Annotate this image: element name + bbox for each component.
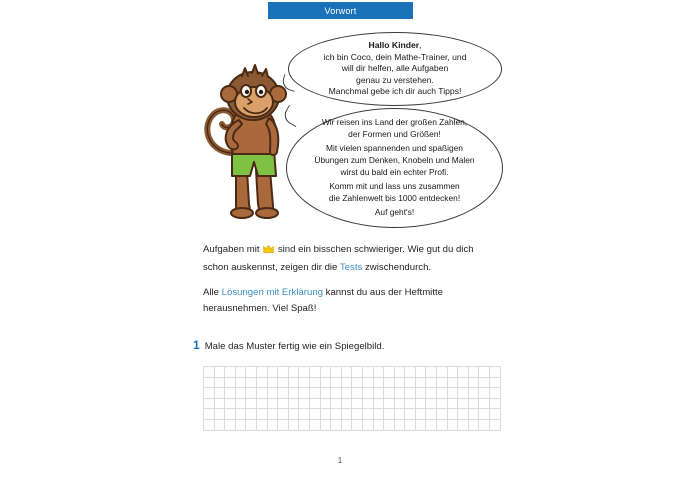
bubble-line: Komm mit und lass uns zusammen: [329, 181, 460, 192]
pattern-grid-cell[interactable]: [214, 367, 225, 378]
pattern-grid-cell[interactable]: [405, 367, 416, 378]
pattern-grid-cell[interactable]: [278, 377, 289, 388]
bubble-line: Mit vielen spannenden und spaßigen: [326, 143, 463, 154]
pattern-grid-cell[interactable]: [468, 367, 479, 378]
pattern-grid-cell[interactable]: [490, 409, 501, 420]
intro-paragraph-solutions: [203, 285, 493, 316]
pattern-grid-cell[interactable]: [204, 377, 215, 388]
pattern-grid-cell[interactable]: [490, 377, 501, 388]
bubble-line: Manchmal gebe ich dir auch Tipps!: [328, 86, 462, 97]
pattern-grid-cell[interactable]: [373, 398, 384, 409]
pattern-grid-cell[interactable]: [256, 419, 267, 430]
pattern-grid-cell[interactable]: [256, 409, 267, 420]
pattern-grid-cell[interactable]: [320, 409, 331, 420]
pattern-grid-cell[interactable]: [320, 388, 331, 399]
pattern-grid-cell[interactable]: [468, 409, 479, 420]
pattern-grid-cell[interactable]: [267, 367, 278, 378]
pattern-grid-row: [204, 367, 501, 378]
pattern-grid-cell[interactable]: [415, 367, 426, 378]
pattern-grid-cell[interactable]: [437, 377, 448, 388]
pattern-grid-cell[interactable]: [468, 419, 479, 430]
pattern-grid-cell[interactable]: [490, 398, 501, 409]
pattern-grid-cell[interactable]: [352, 398, 363, 409]
pattern-grid-cell[interactable]: [278, 419, 289, 430]
pattern-grid-cell[interactable]: [426, 419, 437, 430]
pattern-grid-cell[interactable]: [468, 398, 479, 409]
header-tab: [268, 2, 413, 19]
pattern-grid-cell[interactable]: [426, 398, 437, 409]
pattern-grid-cell[interactable]: [426, 377, 437, 388]
tests-link[interactable]: Tests: [339, 261, 363, 273]
pattern-grid-cell[interactable]: [405, 398, 416, 409]
pattern-grid-cell[interactable]: [426, 367, 437, 378]
pattern-grid-cell[interactable]: [490, 419, 501, 430]
paragraph-text: zwischendurch.: [362, 261, 432, 273]
pattern-grid-cell[interactable]: [405, 377, 416, 388]
pattern-grid-cell[interactable]: [447, 409, 458, 420]
pattern-grid-cell[interactable]: [246, 367, 257, 378]
pattern-grid-cell[interactable]: [447, 398, 458, 409]
pattern-grid-body: [204, 367, 501, 431]
pattern-grid-cell[interactable]: [299, 377, 310, 388]
pattern-grid-cell[interactable]: [331, 367, 342, 378]
pattern-grid-cell[interactable]: [256, 367, 267, 378]
bubble-line: genau zu verstehen.: [356, 74, 434, 85]
pattern-grid-cell[interactable]: [415, 419, 426, 430]
pattern-grid-cell[interactable]: [278, 398, 289, 409]
pattern-grid-cell[interactable]: [479, 398, 490, 409]
speech-bubble-journey: [286, 108, 503, 228]
pattern-grid-cell[interactable]: [235, 419, 246, 430]
pattern-grid-cell[interactable]: [341, 409, 352, 420]
pattern-grid-cell[interactable]: [235, 388, 246, 399]
pattern-grid-cell[interactable]: [288, 377, 299, 388]
pattern-grid-cell[interactable]: [204, 419, 215, 430]
pattern-grid-cell[interactable]: [384, 377, 395, 388]
pattern-grid-cell[interactable]: [352, 409, 363, 420]
pattern-grid-cell[interactable]: [267, 419, 278, 430]
pattern-grid-cell[interactable]: [373, 367, 384, 378]
pattern-grid-cell[interactable]: [437, 419, 448, 430]
pattern-grid-cell[interactable]: [394, 367, 405, 378]
paragraph-text: Aufgaben mit: [203, 244, 263, 255]
pattern-grid-cell[interactable]: [288, 409, 299, 420]
pattern-grid-cell[interactable]: [437, 409, 448, 420]
pattern-grid-cell[interactable]: [352, 419, 363, 430]
pattern-grid-cell[interactable]: [214, 377, 225, 388]
pattern-grid-cell[interactable]: [331, 409, 342, 420]
pattern-grid-cell[interactable]: [267, 409, 278, 420]
pattern-grid-cell[interactable]: [479, 419, 490, 430]
pattern-grid-cell[interactable]: [299, 388, 310, 399]
pattern-grid-cell[interactable]: [331, 398, 342, 409]
pattern-grid-cell[interactable]: [309, 377, 320, 388]
pattern-grid-cell[interactable]: [479, 377, 490, 388]
pattern-grid-cell[interactable]: [468, 388, 479, 399]
pattern-grid-cell[interactable]: [362, 388, 373, 399]
pattern-grid-cell[interactable]: [405, 419, 416, 430]
pattern-grid-cell[interactable]: [225, 377, 236, 388]
pattern-grid-cell[interactable]: [331, 419, 342, 430]
pattern-grid-cell[interactable]: [415, 409, 426, 420]
pattern-grid-cell[interactable]: [479, 388, 490, 399]
pattern-grid-cell[interactable]: [341, 419, 352, 430]
pattern-grid-cell[interactable]: [458, 409, 469, 420]
page-number: 1: [337, 456, 343, 465]
pattern-grid-cell[interactable]: [309, 388, 320, 399]
pattern-grid-cell[interactable]: [256, 377, 267, 388]
pattern-grid-cell[interactable]: [384, 409, 395, 420]
pattern-grid-cell[interactable]: [458, 377, 469, 388]
pattern-grid-cell[interactable]: [288, 419, 299, 430]
pattern-grid-cell[interactable]: [341, 398, 352, 409]
pattern-grid-cell[interactable]: [384, 398, 395, 409]
pattern-grid-cell[interactable]: [415, 398, 426, 409]
paragraph-text: kannst du aus der Heftmitte herausnehmen. Viel Spaß!: [203, 287, 443, 314]
pattern-grid-cell[interactable]: [341, 388, 352, 399]
pattern-grid-cell[interactable]: [225, 398, 236, 409]
pattern-grid-cell[interactable]: [288, 367, 299, 378]
pattern-grid-cell[interactable]: [394, 388, 405, 399]
pattern-grid-cell[interactable]: [235, 377, 246, 388]
pattern-grid-cell[interactable]: [384, 419, 395, 430]
bubble-line: Auf geht's!: [374, 207, 415, 218]
pattern-grid-cell[interactable]: [246, 388, 257, 399]
pattern-grid-cell[interactable]: [458, 398, 469, 409]
pattern-grid-cell[interactable]: [246, 409, 257, 420]
pattern-grid-cell[interactable]: [320, 377, 331, 388]
header-tab-label: Vorwort: [324, 5, 357, 16]
paragraph-text: Alle: [203, 287, 222, 298]
bubble-line: ich bin Coco, dein Mathe-Trainer, und: [323, 51, 467, 62]
pattern-grid-cell[interactable]: [204, 409, 215, 420]
pattern-grid-cell[interactable]: [246, 398, 257, 409]
pattern-grid-cell[interactable]: [299, 419, 310, 430]
pattern-grid-cell[interactable]: [278, 409, 289, 420]
pattern-grid-cell[interactable]: [447, 419, 458, 430]
pattern-grid-cell[interactable]: [256, 388, 267, 399]
pattern-grid-cell[interactable]: [288, 398, 299, 409]
pattern-grid-cell[interactable]: [320, 419, 331, 430]
task-number: 1: [193, 338, 200, 352]
pattern-grid-cell[interactable]: [373, 388, 384, 399]
pattern-grid-cell[interactable]: [214, 398, 225, 409]
task-instruction: Male das Muster fertig wie ein Spiegelbild.: [204, 341, 385, 352]
pattern-grid-cell[interactable]: [437, 367, 448, 378]
bubble-line: will dir helfen, alle Aufgaben: [341, 63, 449, 74]
pattern-grid-cell[interactable]: [235, 367, 246, 378]
pattern-grid-row: [204, 409, 501, 420]
pattern-grid-cell[interactable]: [479, 409, 490, 420]
pattern-grid-cell[interactable]: [426, 409, 437, 420]
pattern-grid-cell[interactable]: [320, 398, 331, 409]
pattern-grid-cell[interactable]: [309, 409, 320, 420]
pattern-grid-cell[interactable]: [415, 377, 426, 388]
pattern-grid-cell[interactable]: [405, 388, 416, 399]
pattern-grid-cell[interactable]: [246, 377, 257, 388]
pattern-grid-cell[interactable]: [373, 419, 384, 430]
pattern-grid-cell[interactable]: [437, 398, 448, 409]
pattern-grid-cell[interactable]: [373, 377, 384, 388]
pattern-grid-row: [204, 388, 501, 399]
pattern-grid-cell[interactable]: [309, 419, 320, 430]
pattern-grid-cell[interactable]: [225, 409, 236, 420]
pattern-grid-cell[interactable]: [320, 367, 331, 378]
pattern-grid-cell[interactable]: [309, 367, 320, 378]
pattern-grid-cell[interactable]: [225, 367, 236, 378]
pattern-grid-cell[interactable]: [405, 409, 416, 420]
pattern-grid-cell[interactable]: [299, 409, 310, 420]
pattern-grid-cell[interactable]: [204, 388, 215, 399]
bubble-line: wirst du bald ein echter Profi.: [340, 166, 449, 177]
pattern-grid-cell[interactable]: [341, 377, 352, 388]
task-heading: [193, 338, 384, 352]
pattern-grid-cell[interactable]: [299, 367, 310, 378]
pattern-grid-cell[interactable]: [447, 367, 458, 378]
bubble-line: der Formen und Größen!: [348, 128, 441, 139]
pattern-grid-cell[interactable]: [490, 388, 501, 399]
pattern-grid-cell[interactable]: [384, 367, 395, 378]
pattern-grid-cell[interactable]: [299, 398, 310, 409]
bubble-line: Übungen zum Denken, Knobeln und Malen: [314, 154, 475, 165]
pattern-grid-table[interactable]: [203, 366, 501, 431]
pattern-grid-cell[interactable]: [447, 377, 458, 388]
bubble-greeting-bold: Hallo Kinder: [368, 40, 420, 51]
bubble-line: Hallo Kinder,: [368, 40, 422, 51]
pattern-grid-cell[interactable]: [437, 388, 448, 399]
solutions-link[interactable]: Lösungen mit Erklärung: [221, 287, 323, 298]
pattern-grid-cell[interactable]: [331, 377, 342, 388]
pattern-grid-cell[interactable]: [225, 419, 236, 430]
pattern-grid-cell[interactable]: [362, 398, 373, 409]
bubble-line: Wir reisen ins Land der großen Zahlen,: [321, 117, 468, 128]
pattern-grid-cell[interactable]: [362, 419, 373, 430]
pattern-grid-cell[interactable]: [214, 409, 225, 420]
pattern-grid-cell[interactable]: [256, 398, 267, 409]
pattern-grid-cell[interactable]: [394, 419, 405, 430]
bubble-line: die Zahlenwelt bis 1000 entdecken!: [328, 192, 461, 203]
pattern-grid-cell[interactable]: [458, 367, 469, 378]
pattern-grid-cell[interactable]: [394, 398, 405, 409]
pattern-grid-cell[interactable]: [331, 388, 342, 399]
pattern-grid-cell[interactable]: [225, 388, 236, 399]
pattern-grid-cell[interactable]: [352, 367, 363, 378]
pattern-grid-cell[interactable]: [458, 419, 469, 430]
pattern-grid-cell[interactable]: [204, 367, 215, 378]
pattern-grid-cell[interactable]: [479, 367, 490, 378]
pattern-grid-cell[interactable]: [394, 377, 405, 388]
pattern-grid-row: [204, 377, 501, 388]
pattern-grid-cell[interactable]: [426, 388, 437, 399]
pattern-grid-cell[interactable]: [490, 367, 501, 378]
speech-bubble-greeting: [288, 32, 502, 106]
pattern-grid-cell[interactable]: [394, 409, 405, 420]
pattern-grid-cell[interactable]: [447, 388, 458, 399]
crown-icon: [263, 244, 274, 260]
pattern-grid-cell[interactable]: [468, 377, 479, 388]
pattern-grid-cell[interactable]: [235, 409, 246, 420]
pattern-grid-cell[interactable]: [214, 388, 225, 399]
pattern-grid-cell[interactable]: [352, 388, 363, 399]
pattern-grid-cell[interactable]: [384, 388, 395, 399]
pattern-grid-cell[interactable]: [288, 388, 299, 399]
pattern-grid-cell[interactable]: [415, 388, 426, 399]
pattern-grid-cell[interactable]: [362, 377, 373, 388]
pattern-grid-cell[interactable]: [373, 409, 384, 420]
intro-paragraph-tasks: [203, 242, 493, 275]
pattern-grid-row: [204, 419, 501, 430]
paragraph-text: sind ein bisschen schwieriger. Wie gut du dich schon auskennst, zeigen dir die: [203, 244, 474, 273]
pattern-grid-cell[interactable]: [458, 388, 469, 399]
pattern-grid-cell[interactable]: [214, 419, 225, 430]
pattern-grid-cell[interactable]: [235, 398, 246, 409]
pattern-grid-cell[interactable]: [341, 367, 352, 378]
pattern-grid-cell[interactable]: [362, 367, 373, 378]
pattern-grid-row: [204, 398, 501, 409]
pattern-grid-cell[interactable]: [267, 388, 278, 399]
pattern-grid-cell[interactable]: [267, 398, 278, 409]
pattern-grid-cell[interactable]: [267, 377, 278, 388]
pattern-grid-cell[interactable]: [352, 377, 363, 388]
pattern-grid-cell[interactable]: [204, 398, 215, 409]
pattern-grid-cell[interactable]: [246, 419, 257, 430]
pattern-grid-cell[interactable]: [278, 388, 289, 399]
pattern-grid-cell[interactable]: [309, 398, 320, 409]
pattern-grid-cell[interactable]: [278, 367, 289, 378]
pattern-grid-cell[interactable]: [362, 409, 373, 420]
pattern-grid[interactable]: [203, 366, 501, 431]
